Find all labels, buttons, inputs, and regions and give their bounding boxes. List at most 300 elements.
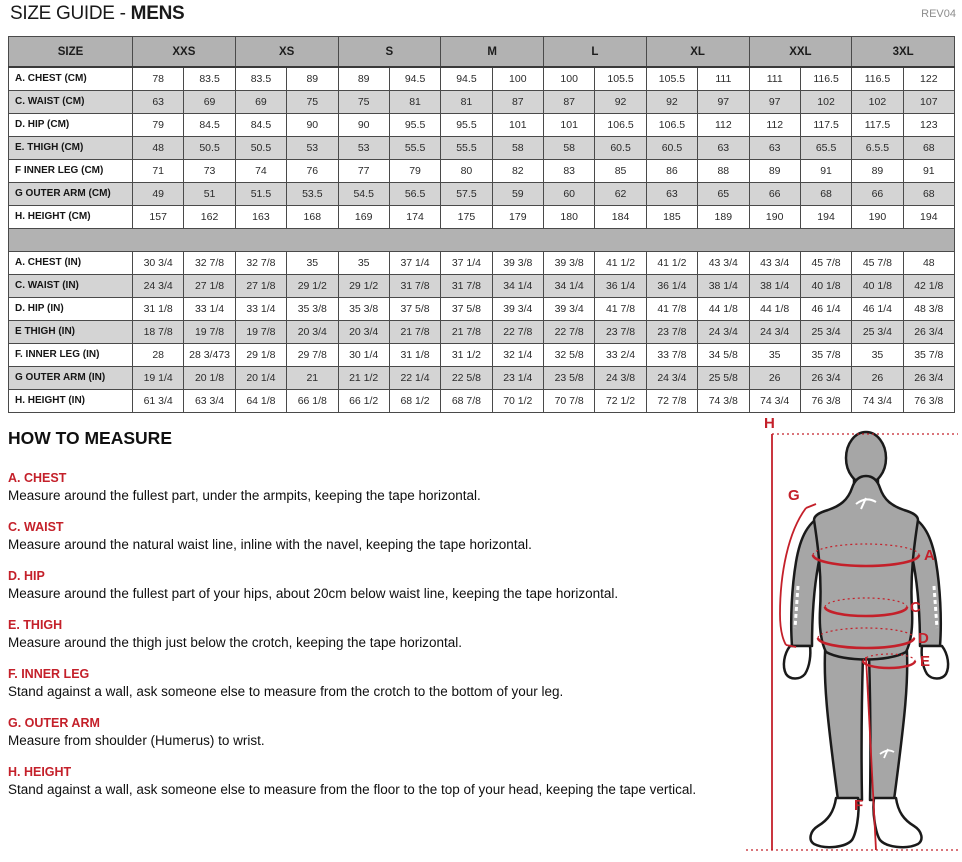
size-value-cell: 60.5 xyxy=(595,136,646,159)
size-value-cell: 56.5 xyxy=(389,182,440,205)
size-value-cell: 38 1/4 xyxy=(749,274,800,297)
size-value-cell: 92 xyxy=(595,90,646,113)
row-label: C. WAIST (CM) xyxy=(9,90,133,113)
size-value-cell: 22 1/4 xyxy=(389,366,440,389)
waist-label: C xyxy=(910,599,921,616)
size-value-cell: 190 xyxy=(749,205,800,228)
size-value-cell: 50.5 xyxy=(184,136,235,159)
size-value-cell: 53 xyxy=(287,136,338,159)
size-value-cell: 22 7/8 xyxy=(492,320,543,343)
size-value-cell: 29 7/8 xyxy=(287,343,338,366)
size-value-cell: 23 7/8 xyxy=(646,320,697,343)
size-column-header: 3XL xyxy=(852,37,955,68)
size-value-cell: 31 1/2 xyxy=(441,343,492,366)
size-value-cell: 184 xyxy=(595,205,646,228)
size-value-cell: 35 xyxy=(749,343,800,366)
row-label: A. CHEST (CM) xyxy=(9,67,133,90)
size-value-cell: 29 1/8 xyxy=(235,343,286,366)
size-value-cell: 179 xyxy=(492,205,543,228)
measure-item xyxy=(8,569,733,601)
measure-item xyxy=(8,618,733,650)
measure-item xyxy=(8,667,733,699)
size-value-cell: 35 3/8 xyxy=(338,297,389,320)
size-value-cell: 54.5 xyxy=(338,182,389,205)
size-value-cell: 55.5 xyxy=(389,136,440,159)
size-value-cell: 31 7/8 xyxy=(441,274,492,297)
size-value-cell: 94.5 xyxy=(389,67,440,90)
size-value-cell: 23 1/4 xyxy=(492,366,543,389)
size-column-header: XL xyxy=(646,37,749,68)
size-value-cell: 34 1/4 xyxy=(492,274,543,297)
size-value-cell: 34 5/8 xyxy=(698,343,749,366)
size-value-cell: 19 7/8 xyxy=(184,320,235,343)
size-value-cell: 97 xyxy=(749,90,800,113)
size-value-cell: 101 xyxy=(544,113,595,136)
size-value-cell: 66 xyxy=(749,182,800,205)
size-value-cell: 44 1/8 xyxy=(749,297,800,320)
title-gender: MENS xyxy=(130,3,185,24)
row-label: D. HIP (IN) xyxy=(9,297,133,320)
size-value-cell: 24 3/4 xyxy=(133,274,184,297)
size-value-cell: 73 xyxy=(184,159,235,182)
table-row xyxy=(9,67,955,90)
size-value-cell: 26 3/4 xyxy=(903,366,954,389)
size-value-cell: 60 xyxy=(544,182,595,205)
size-value-cell: 33 2/4 xyxy=(595,343,646,366)
size-value-cell: 29 1/2 xyxy=(338,274,389,297)
outer-arm-label: G xyxy=(788,487,800,504)
row-label: D. HIP (CM) xyxy=(9,113,133,136)
size-value-cell: 71 xyxy=(133,159,184,182)
size-value-cell: 92 xyxy=(646,90,697,113)
size-value-cell: 84.5 xyxy=(235,113,286,136)
size-value-cell: 65 xyxy=(698,182,749,205)
size-column-header: XS xyxy=(235,37,338,68)
size-value-cell: 39 3/8 xyxy=(544,251,595,274)
size-value-cell: 107 xyxy=(903,90,954,113)
measure-item xyxy=(8,520,733,552)
size-value-cell: 87 xyxy=(544,90,595,113)
size-value-cell: 95.5 xyxy=(389,113,440,136)
size-column-header: L xyxy=(544,37,647,68)
size-value-cell: 23 5/8 xyxy=(544,366,595,389)
size-value-cell: 38 1/4 xyxy=(698,274,749,297)
size-value-cell: 68 7/8 xyxy=(441,389,492,412)
size-value-cell: 169 xyxy=(338,205,389,228)
size-value-cell: 190 xyxy=(852,205,903,228)
size-value-cell: 64 1/8 xyxy=(235,389,286,412)
size-value-cell: 117.5 xyxy=(800,113,851,136)
size-value-cell: 66 1/2 xyxy=(338,389,389,412)
size-value-cell: 39 3/4 xyxy=(492,297,543,320)
measure-heading: D. HIP xyxy=(8,569,45,583)
size-value-cell: 72 1/2 xyxy=(595,389,646,412)
size-value-cell: 51.5 xyxy=(235,182,286,205)
size-column-header: M xyxy=(441,37,544,68)
table-row xyxy=(9,113,955,136)
size-value-cell: 31 1/8 xyxy=(389,343,440,366)
size-header-cell: SIZE xyxy=(9,37,133,68)
size-value-cell: 48 3/8 xyxy=(903,297,954,320)
size-value-cell: 60.5 xyxy=(646,136,697,159)
size-value-cell: 75 xyxy=(287,90,338,113)
size-value-cell: 74 xyxy=(235,159,286,182)
size-value-cell: 95.5 xyxy=(441,113,492,136)
measurement-diagram xyxy=(742,414,962,862)
figure-left-foot xyxy=(811,798,859,847)
size-value-cell: 66 xyxy=(852,182,903,205)
size-value-cell: 20 1/8 xyxy=(184,366,235,389)
size-value-cell: 30 3/4 xyxy=(133,251,184,274)
size-value-cell: 70 1/2 xyxy=(492,389,543,412)
size-column-header: XXL xyxy=(749,37,852,68)
table-row xyxy=(9,90,955,113)
size-value-cell: 35 7/8 xyxy=(903,343,954,366)
size-value-cell: 19 1/4 xyxy=(133,366,184,389)
size-value-cell: 41 1/2 xyxy=(646,251,697,274)
measure-heading: F. INNER LEG xyxy=(8,667,90,681)
size-value-cell: 97 xyxy=(698,90,749,113)
how-to-measure-title: HOW TO MEASURE xyxy=(8,428,172,448)
size-value-cell: 89 xyxy=(338,67,389,90)
size-value-cell: 116.5 xyxy=(800,67,851,90)
size-value-cell: 89 xyxy=(852,159,903,182)
outer-arm-top-tick xyxy=(806,504,816,508)
title-prefix: SIZE GUIDE - xyxy=(10,3,131,24)
size-value-cell: 39 3/8 xyxy=(492,251,543,274)
size-value-cell: 22 7/8 xyxy=(544,320,595,343)
measure-description: Measure around the natural waist line, inline with the navel, keeping the tape horizontal. xyxy=(8,537,532,552)
size-table-head xyxy=(9,37,955,68)
size-value-cell: 30 1/4 xyxy=(338,343,389,366)
size-value-cell: 51 xyxy=(184,182,235,205)
size-value-cell: 58 xyxy=(492,136,543,159)
size-value-cell: 57.5 xyxy=(441,182,492,205)
row-label: E THIGH (IN) xyxy=(9,320,133,343)
size-value-cell: 25 3/4 xyxy=(800,320,851,343)
size-value-cell: 68 xyxy=(903,136,954,159)
size-value-cell: 157 xyxy=(133,205,184,228)
size-value-cell: 34 1/4 xyxy=(544,274,595,297)
size-value-cell: 40 1/8 xyxy=(800,274,851,297)
size-value-cell: 27 1/8 xyxy=(235,274,286,297)
size-value-cell: 90 xyxy=(287,113,338,136)
size-value-cell: 63 3/4 xyxy=(184,389,235,412)
size-value-cell: 116.5 xyxy=(852,67,903,90)
table-row xyxy=(9,366,955,389)
size-value-cell: 69 xyxy=(235,90,286,113)
size-value-cell: 174 xyxy=(389,205,440,228)
size-value-cell: 77 xyxy=(338,159,389,182)
size-value-cell: 68 xyxy=(903,182,954,205)
size-value-cell: 100 xyxy=(492,67,543,90)
size-column-header: S xyxy=(338,37,441,68)
size-value-cell: 189 xyxy=(698,205,749,228)
size-value-cell: 89 xyxy=(287,67,338,90)
size-value-cell: 106.5 xyxy=(646,113,697,136)
size-value-cell: 63 xyxy=(133,90,184,113)
size-value-cell: 24 3/4 xyxy=(749,320,800,343)
size-value-cell: 39 3/4 xyxy=(544,297,595,320)
height-label: H xyxy=(764,415,775,432)
figure-torso xyxy=(814,476,918,660)
size-value-cell: 180 xyxy=(544,205,595,228)
size-column-header: XXS xyxy=(133,37,236,68)
chest-label: A xyxy=(924,547,935,564)
size-value-cell: 24 3/4 xyxy=(698,320,749,343)
size-value-cell: 69 xyxy=(184,90,235,113)
size-value-cell: 112 xyxy=(749,113,800,136)
size-value-cell: 78 xyxy=(133,67,184,90)
size-value-cell: 62 xyxy=(595,182,646,205)
size-value-cell: 31 7/8 xyxy=(389,274,440,297)
size-value-cell: 194 xyxy=(903,205,954,228)
units-separator-row xyxy=(9,228,955,251)
size-value-cell: 88 xyxy=(698,159,749,182)
row-label: H. HEIGHT (IN) xyxy=(9,389,133,412)
size-value-cell: 63 xyxy=(749,136,800,159)
how-to-measure-list xyxy=(8,471,733,797)
measure-heading: C. WAIST xyxy=(8,520,64,534)
size-value-cell: 162 xyxy=(184,205,235,228)
size-value-cell: 26 3/4 xyxy=(903,320,954,343)
size-value-cell: 36 1/4 xyxy=(646,274,697,297)
size-value-cell: 65.5 xyxy=(800,136,851,159)
size-value-cell: 25 3/4 xyxy=(852,320,903,343)
size-value-cell: 68 1/2 xyxy=(389,389,440,412)
size-value-cell: 83.5 xyxy=(184,67,235,90)
size-value-cell: 81 xyxy=(389,90,440,113)
size-value-cell: 90 xyxy=(338,113,389,136)
size-value-cell: 20 3/4 xyxy=(287,320,338,343)
size-value-cell: 68 xyxy=(800,182,851,205)
size-value-cell: 21 7/8 xyxy=(441,320,492,343)
row-label: C. WAIST (IN) xyxy=(9,274,133,297)
measure-heading: H. HEIGHT xyxy=(8,765,72,779)
size-value-cell: 105.5 xyxy=(646,67,697,90)
size-value-cell: 31 1/8 xyxy=(133,297,184,320)
table-row xyxy=(9,205,955,228)
size-value-cell: 41 1/2 xyxy=(595,251,646,274)
size-value-cell: 86 xyxy=(646,159,697,182)
row-label: E. THIGH (CM) xyxy=(9,136,133,159)
size-value-cell: 50.5 xyxy=(235,136,286,159)
hip-label: D xyxy=(918,630,929,647)
size-value-cell: 35 7/8 xyxy=(800,343,851,366)
size-value-cell: 106.5 xyxy=(595,113,646,136)
figure-left-leg xyxy=(825,638,863,800)
page-title xyxy=(10,3,184,25)
size-value-cell: 48 xyxy=(133,136,184,159)
size-value-cell: 32 1/4 xyxy=(492,343,543,366)
size-table xyxy=(8,36,955,413)
size-value-cell: 6.5.5 xyxy=(852,136,903,159)
size-value-cell: 63 xyxy=(698,136,749,159)
size-value-cell: 87 xyxy=(492,90,543,113)
size-value-cell: 76 3/8 xyxy=(800,389,851,412)
measure-item xyxy=(8,765,733,797)
table-row xyxy=(9,251,955,274)
measure-description: Stand against a wall, ask someone else to measure from the crotch to the bottom of your leg. xyxy=(8,684,564,699)
size-value-cell: 42 1/8 xyxy=(903,274,954,297)
size-value-cell: 91 xyxy=(800,159,851,182)
figure-left-hand xyxy=(784,646,810,679)
size-value-cell: 123 xyxy=(903,113,954,136)
size-value-cell: 76 3/8 xyxy=(903,389,954,412)
measure-item xyxy=(8,716,733,748)
row-label: G OUTER ARM (CM) xyxy=(9,182,133,205)
size-value-cell: 26 3/4 xyxy=(800,366,851,389)
size-value-cell: 111 xyxy=(749,67,800,90)
size-value-cell: 53 xyxy=(338,136,389,159)
size-value-cell: 45 7/8 xyxy=(800,251,851,274)
figure-right-leg xyxy=(869,638,907,800)
size-value-cell: 94.5 xyxy=(441,67,492,90)
size-value-cell: 175 xyxy=(441,205,492,228)
size-value-cell: 23 7/8 xyxy=(595,320,646,343)
size-value-cell: 74 3/8 xyxy=(698,389,749,412)
row-label: F INNER LEG (CM) xyxy=(9,159,133,182)
size-value-cell: 22 5/8 xyxy=(441,366,492,389)
row-label: A. CHEST (IN) xyxy=(9,251,133,274)
size-value-cell: 74 3/4 xyxy=(852,389,903,412)
size-value-cell: 29 1/2 xyxy=(287,274,338,297)
size-value-cell: 83.5 xyxy=(235,67,286,90)
units-separator-cell xyxy=(9,228,955,251)
size-value-cell: 100 xyxy=(544,67,595,90)
size-value-cell: 20 1/4 xyxy=(235,366,286,389)
size-value-cell: 21 7/8 xyxy=(389,320,440,343)
size-value-cell: 63 xyxy=(646,182,697,205)
size-table-body xyxy=(9,67,955,412)
size-value-cell: 41 7/8 xyxy=(595,297,646,320)
size-value-cell: 55.5 xyxy=(441,136,492,159)
thigh-label: E xyxy=(920,653,931,670)
size-value-cell: 33 7/8 xyxy=(646,343,697,366)
size-value-cell: 75 xyxy=(338,90,389,113)
measure-description: Measure from shoulder (Humerus) to wrist. xyxy=(8,733,265,748)
size-value-cell: 79 xyxy=(389,159,440,182)
size-value-cell: 48 xyxy=(903,251,954,274)
measure-item xyxy=(8,471,733,503)
size-value-cell: 35 xyxy=(852,343,903,366)
size-value-cell: 91 xyxy=(903,159,954,182)
table-row xyxy=(9,182,955,205)
size-value-cell: 89 xyxy=(749,159,800,182)
size-value-cell: 27 1/8 xyxy=(184,274,235,297)
table-row xyxy=(9,297,955,320)
measure-description: Measure around the fullest part of your hips, about 20cm below waist line, keeping the tape horizontal. xyxy=(8,586,619,601)
size-value-cell: 70 7/8 xyxy=(544,389,595,412)
size-value-cell: 163 xyxy=(235,205,286,228)
size-value-cell: 83 xyxy=(544,159,595,182)
size-value-cell: 24 3/4 xyxy=(646,366,697,389)
size-value-cell: 49 xyxy=(133,182,184,205)
size-value-cell: 37 5/8 xyxy=(441,297,492,320)
measure-description: Stand against a wall, ask someone else to measure from the floor to the top of your head, keeping the tape vertical. xyxy=(8,782,697,797)
size-value-cell: 25 5/8 xyxy=(698,366,749,389)
size-value-cell: 18 7/8 xyxy=(133,320,184,343)
table-row xyxy=(9,159,955,182)
size-value-cell: 28 3/473 xyxy=(184,343,235,366)
size-value-cell: 32 7/8 xyxy=(235,251,286,274)
row-label: F. INNER LEG (IN) xyxy=(9,343,133,366)
size-value-cell: 46 1/4 xyxy=(852,297,903,320)
size-value-cell: 40 1/8 xyxy=(852,274,903,297)
size-value-cell: 21 xyxy=(287,366,338,389)
size-value-cell: 37 1/4 xyxy=(389,251,440,274)
size-value-cell: 35 xyxy=(287,251,338,274)
size-value-cell: 32 7/8 xyxy=(184,251,235,274)
size-value-cell: 76 xyxy=(287,159,338,182)
size-value-cell: 79 xyxy=(133,113,184,136)
size-value-cell: 66 1/8 xyxy=(287,389,338,412)
size-value-cell: 112 xyxy=(698,113,749,136)
table-row xyxy=(9,389,955,412)
size-value-cell: 20 3/4 xyxy=(338,320,389,343)
table-row xyxy=(9,136,955,159)
size-value-cell: 59 xyxy=(492,182,543,205)
size-value-cell: 81 xyxy=(441,90,492,113)
size-value-cell: 84.5 xyxy=(184,113,235,136)
measure-description: Measure around the thigh just below the crotch, keeping the tape horizontal. xyxy=(8,635,463,650)
figure-right-foot xyxy=(873,798,921,847)
size-value-cell: 43 3/4 xyxy=(749,251,800,274)
size-value-cell: 37 5/8 xyxy=(389,297,440,320)
size-value-cell: 117.5 xyxy=(852,113,903,136)
size-value-cell: 32 5/8 xyxy=(544,343,595,366)
size-value-cell: 43 3/4 xyxy=(698,251,749,274)
size-value-cell: 122 xyxy=(903,67,954,90)
measure-description: Measure around the fullest part, under the armpits, keeping the tape horizontal. xyxy=(8,488,481,503)
size-value-cell: 36 1/4 xyxy=(595,274,646,297)
measure-heading: E. THIGH xyxy=(8,618,63,632)
row-label: H. HEIGHT (CM) xyxy=(9,205,133,228)
measure-heading: A. CHEST xyxy=(8,471,67,485)
size-value-cell: 35 xyxy=(338,251,389,274)
size-value-cell: 26 xyxy=(749,366,800,389)
revision-label: REV04 xyxy=(921,8,956,20)
size-value-cell: 185 xyxy=(646,205,697,228)
size-value-cell: 41 7/8 xyxy=(646,297,697,320)
size-value-cell: 72 7/8 xyxy=(646,389,697,412)
row-label: G OUTER ARM (IN) xyxy=(9,366,133,389)
size-value-cell: 33 1/4 xyxy=(184,297,235,320)
size-value-cell: 105.5 xyxy=(595,67,646,90)
size-value-cell: 53.5 xyxy=(287,182,338,205)
size-value-cell: 19 7/8 xyxy=(235,320,286,343)
size-value-cell: 26 xyxy=(852,366,903,389)
size-value-cell: 74 3/4 xyxy=(749,389,800,412)
size-value-cell: 82 xyxy=(492,159,543,182)
size-table-header-row xyxy=(9,37,955,68)
size-value-cell: 45 7/8 xyxy=(852,251,903,274)
size-value-cell: 102 xyxy=(852,90,903,113)
size-value-cell: 101 xyxy=(492,113,543,136)
table-row xyxy=(9,320,955,343)
size-value-cell: 28 xyxy=(133,343,184,366)
size-value-cell: 24 3/8 xyxy=(595,366,646,389)
size-value-cell: 168 xyxy=(287,205,338,228)
size-value-cell: 33 1/4 xyxy=(235,297,286,320)
how-to-measure-section xyxy=(8,428,733,814)
size-value-cell: 44 1/8 xyxy=(698,297,749,320)
size-value-cell: 37 1/4 xyxy=(441,251,492,274)
table-row xyxy=(9,274,955,297)
inner-leg-label: F xyxy=(854,797,864,814)
size-value-cell: 194 xyxy=(800,205,851,228)
size-value-cell: 21 1/2 xyxy=(338,366,389,389)
